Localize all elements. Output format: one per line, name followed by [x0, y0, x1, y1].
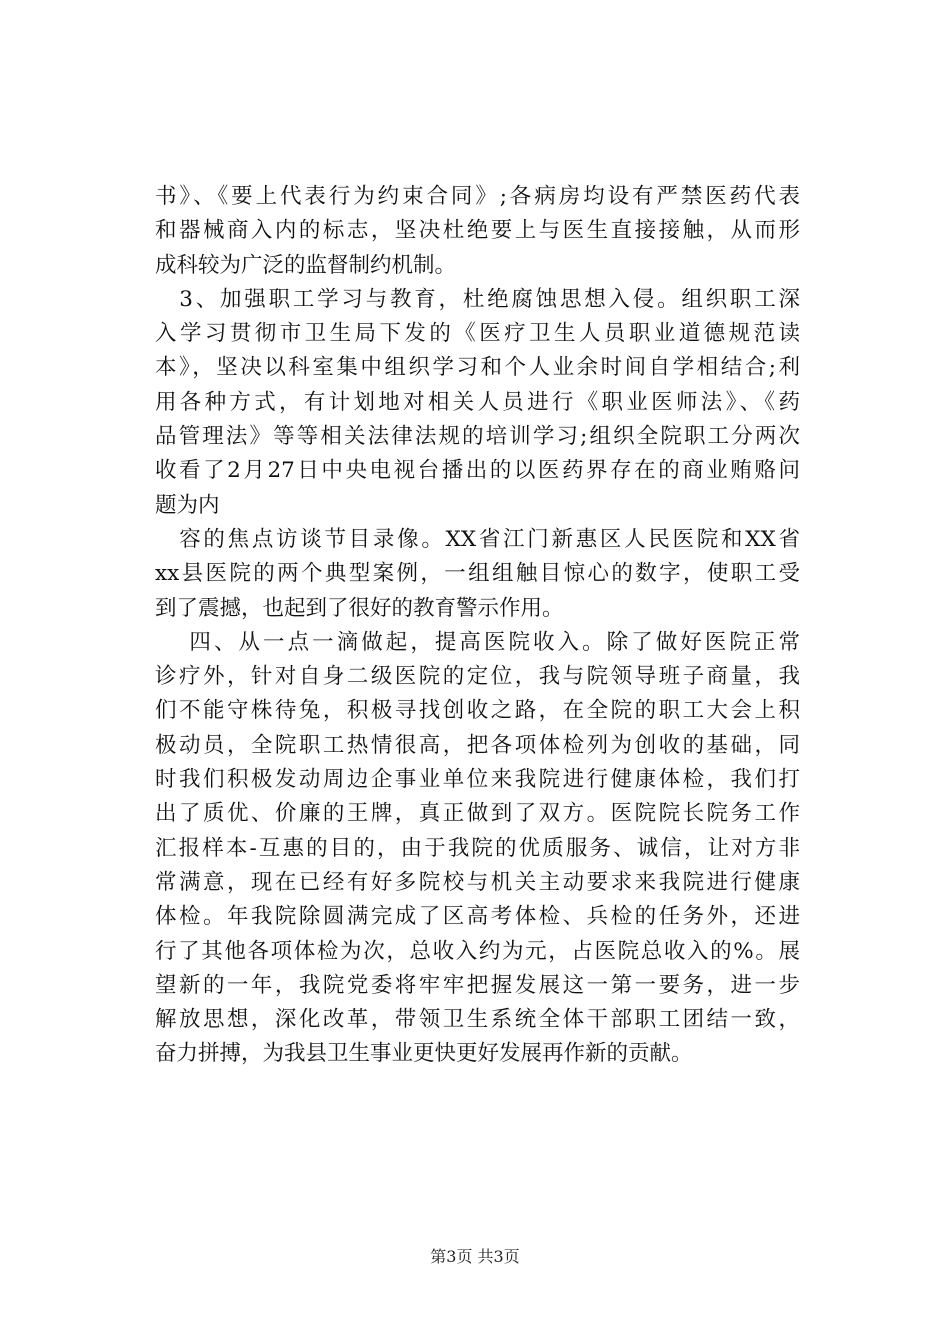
- text-line-6: 本》，坚决以科室集中组织学习和个人业余时间自学相结合;利: [155, 355, 800, 381]
- text-line-15: 诊疗外，针对自身二级医院的定位，我与院领导班子商量，我: [155, 664, 800, 690]
- text-line-22: 体检。年我院除圆满完成了区高考体检、兵检的任务外，还进: [155, 904, 800, 930]
- text-line-3: 成科较为广泛的监督制约机制。: [155, 252, 457, 278]
- text-line-2: 和器械商入内的标志，坚决杜绝要上与医生直接接触，从而形: [155, 218, 800, 244]
- text-line-7: 用各种方式，有计划地对相关人员进行《职业医师法》、《药: [155, 389, 800, 415]
- page-number-footer: 第3页 共3页: [430, 1247, 520, 1266]
- text-line-8: 品管理法》等等相关法律法规的培训学习;组织全院职工分两次: [155, 424, 800, 450]
- text-line-26: 奋力拼搏，为我县卫生事业更快更好发展再作新的贡献。: [155, 1041, 693, 1067]
- text-line-11: 容的焦点访谈节目录像。XX省江门新惠区人民医院和XX省: [155, 526, 800, 552]
- text-line-19: 出了质优、价廉的王牌，真正做到了双方。医院院长院务工作: [155, 801, 800, 827]
- text-line-16: 们不能守株待兔，积极寻找创收之路，在全院的职工大会上积: [155, 698, 800, 724]
- text-line-12: xx县医院的两个典型案例，一组组触目惊心的数字，使职工受: [155, 561, 800, 587]
- document-body: [155, 180, 800, 1072]
- text-line-23: 行了其他各项体检为次，总收入约为元，占医院总收入的%。展: [155, 938, 800, 964]
- text-line-25: 解放思想，深化改革，带领卫生系统全体干部职工团结一致，: [155, 1007, 800, 1033]
- text-line-13: 到了震撼，也起到了很好的教育警示作用。: [155, 595, 564, 621]
- text-line-20: 汇报样本-互惠的目的，由于我院的优质服务、诚信，让对方非: [155, 835, 800, 861]
- text-line-21: 常满意，现在已经有好多院校与机关主动要求来我院进行健康: [155, 869, 800, 895]
- text-line-1: 书》、《要上代表行为约束合同》;各病房均设有严禁医药代表: [155, 184, 800, 209]
- text-line-4: 3、加强职工学习与教育，杜绝腐蚀思想入侵。组织职工深: [155, 286, 800, 312]
- text-line-24: 望新的一年，我院党委将牢牢把握发展这一第一要务，进一步: [155, 972, 800, 998]
- text-line-9: 收看了2月27日中央电视台播出的以医药界存在的商业贿赂问: [155, 458, 800, 484]
- text-line-10: 题为内: [155, 492, 220, 518]
- text-line-17: 极动员，全院职工热情很高，把各项体检列为创收的基础，同: [155, 732, 800, 758]
- text-line-5: 入学习贯彻市卫生局下发的《医疗卫生人员职业道德规范读: [155, 321, 800, 347]
- text-line-18: 时我们积极发动周边企事业单位来我院进行健康体检，我们打: [155, 767, 800, 793]
- text-line-14: 四、从一点一滴做起，提高医院收入。除了做好医院正常: [155, 629, 800, 655]
